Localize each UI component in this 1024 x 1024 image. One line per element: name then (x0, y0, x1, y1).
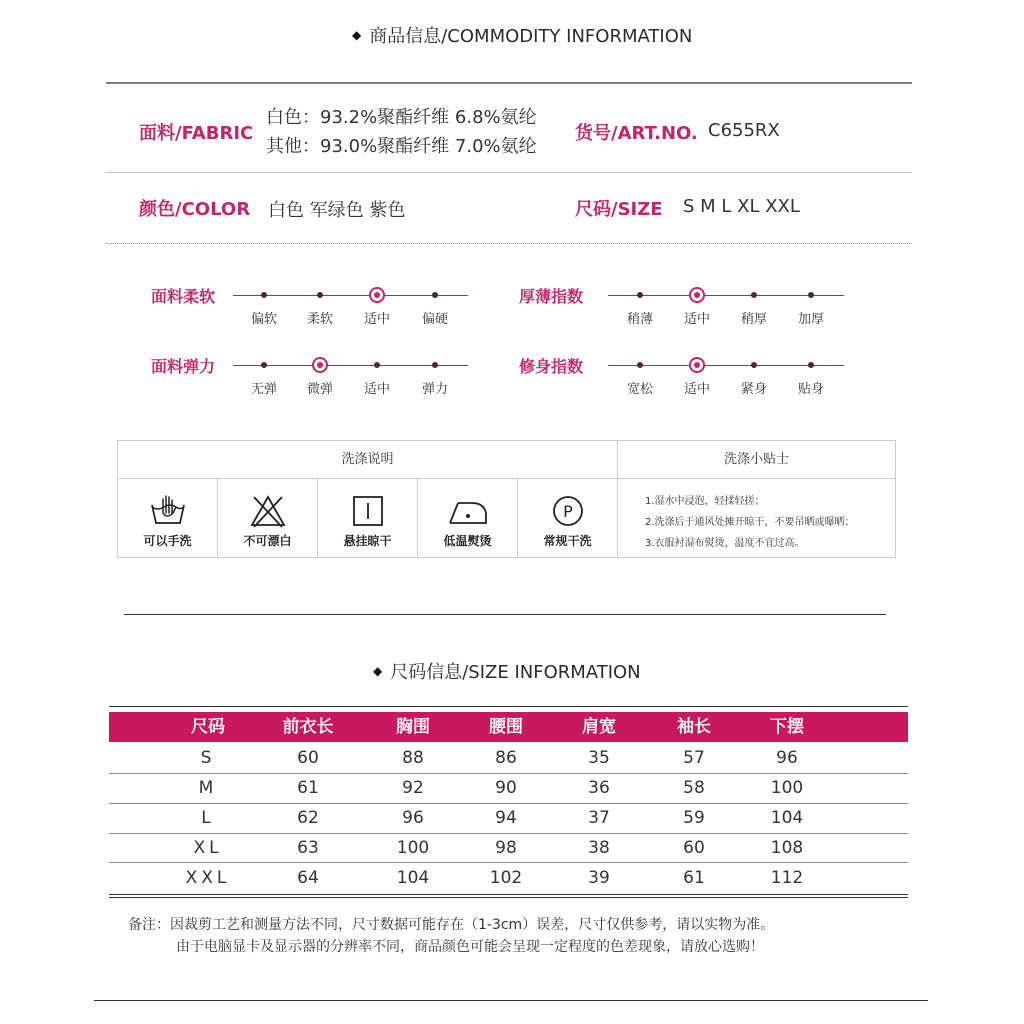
rating-option-label: 柔软 (306, 312, 333, 327)
footer-rule (94, 1000, 928, 1001)
table-header-cell: 腰围 (489, 717, 523, 737)
rating-dot (808, 362, 814, 368)
dry-clean-icon (548, 493, 588, 529)
table-cell: 92 (402, 778, 424, 798)
size-value: S M L XL XXL (683, 196, 800, 217)
table-row-divider (109, 862, 908, 863)
table-cell: 104 (770, 808, 804, 828)
table-size-cell: M (198, 778, 218, 798)
table-cell: 102 (489, 868, 523, 888)
section-separator (124, 614, 886, 615)
rating-title: 面料柔软 (151, 287, 216, 306)
table-row-divider (109, 833, 908, 834)
care-item-no-bleach (218, 479, 318, 557)
care-item-hang-dry (318, 479, 418, 557)
dotted-divider (106, 243, 912, 244)
table-cell: 104 (396, 868, 430, 888)
table-cell: 108 (770, 838, 804, 858)
table-size-cell: XL (193, 838, 223, 858)
rating-dot (261, 292, 267, 298)
rating-dot (374, 362, 380, 368)
rating-dot (751, 292, 757, 298)
table-cell: 37 (588, 808, 610, 828)
table-cell: 57 (683, 748, 705, 768)
color-label: 颜色/COLOR (139, 199, 251, 220)
note-line-2: 由于电脑显卡及显示器的分辨率不同，商品颜色可能会呈现一定程度的色差现象，请放心选购！ (176, 939, 764, 955)
wash-tips-header: 洗涤小贴士 (618, 441, 895, 479)
table-cell: 61 (297, 778, 319, 798)
commodity-section-title (352, 22, 692, 48)
commodity-title-text: 商品信息/COMMODITY INFORMATION (369, 26, 693, 47)
table-cell: 60 (683, 838, 705, 858)
table-cell: 63 (297, 838, 319, 858)
row-divider (106, 172, 912, 173)
rating-dot (317, 292, 323, 298)
rating-dot-selected (369, 287, 385, 303)
table-top-rule (109, 706, 908, 707)
rating-dot (432, 292, 438, 298)
rating-dot-selected (689, 287, 705, 303)
rating-option-label: 适中 (363, 382, 390, 397)
table-cell: 100 (396, 838, 430, 858)
art-no-value: C655RX (708, 120, 780, 141)
table-size-cell: S (200, 748, 216, 768)
size-title-text: 尺码信息/SIZE INFORMATION (390, 662, 641, 683)
table-cell: 61 (683, 868, 705, 888)
table-cell: 94 (495, 808, 517, 828)
diamond-bullet-icon: ◆ (352, 28, 362, 42)
table-cell: 35 (588, 748, 610, 768)
table-row-divider (109, 803, 908, 804)
rating-title: 厚薄指数 (519, 287, 584, 306)
table-cell: 36 (588, 778, 610, 798)
rating-option-label: 适中 (683, 382, 710, 397)
table-bottom-rule (109, 894, 908, 895)
table-cell: 39 (588, 868, 610, 888)
wash-instructions-header: 洗涤说明 (118, 441, 618, 479)
hang-dry-icon (348, 493, 388, 529)
header-divider (106, 82, 912, 84)
rating-title: 修身指数 (519, 357, 584, 376)
wash-tip-2: 2.洗涤后于通风处摊开晾干，不要吊晒或曝晒； (645, 517, 855, 528)
care-label: 不可漂白 (243, 534, 292, 548)
table-size-cell: L (201, 808, 215, 828)
table-header-cell: 尺码 (191, 717, 225, 737)
color-value: 白色 军绿色 紫色 (268, 200, 406, 221)
rating-option-label: 稍厚 (740, 312, 767, 327)
table-cell: 88 (402, 748, 424, 768)
rating-dot-selected (312, 357, 328, 373)
table-header-cell: 前衣长 (282, 717, 334, 737)
rating-option-label: 稍薄 (626, 312, 653, 327)
hand-wash-icon (148, 493, 188, 529)
rating-dot (808, 292, 814, 298)
care-label: 低温熨烫 (443, 534, 492, 548)
rating-option-label: 贴身 (797, 382, 824, 397)
table-size-cell: XXL (185, 868, 231, 888)
table-cell: 96 (402, 808, 424, 828)
table-cell: 98 (495, 838, 517, 858)
care-item-dry-clean (518, 479, 618, 557)
table-header-cell: 胸围 (396, 717, 430, 737)
rating-title: 面料弹力 (151, 357, 216, 376)
rating-option-label: 适中 (683, 312, 710, 327)
fabric-line-other: 其他：93.0%聚酯纤维 7.0%氨纶 (266, 136, 537, 157)
table-cell: 38 (588, 838, 610, 858)
wash-tip-3: 3.衣服衬湿布熨烫，温度不宜过高。 (645, 538, 805, 549)
rating-dot-selected (689, 357, 705, 373)
rating-option-label: 适中 (363, 312, 390, 327)
wash-tip-1: 1.湿水中浸泡，轻揉轻搓； (645, 496, 765, 507)
rating-dot (751, 362, 757, 368)
table-cell: 90 (495, 778, 517, 798)
no-bleach-icon (248, 493, 288, 529)
rating-dot (261, 362, 267, 368)
table-cell: 58 (683, 778, 705, 798)
rating-option-label: 偏软 (250, 312, 277, 327)
table-header-cell: 肩宽 (582, 717, 616, 737)
rating-option-label: 弹力 (421, 382, 448, 397)
fabric-line-white: 白色：93.2%聚酯纤维 6.8%氨纶 (266, 107, 537, 128)
rating-option-label: 紧身 (740, 382, 767, 397)
table-cell: 64 (297, 868, 319, 888)
rating-option-label: 偏硬 (421, 312, 448, 327)
care-label: 可以手洗 (143, 534, 192, 548)
table-cell: 100 (770, 778, 804, 798)
rating-option-label: 宽松 (626, 382, 653, 397)
table-cell: 112 (770, 868, 804, 888)
art-no-label: 货号/ART.NO. (575, 123, 698, 144)
care-item-hand-wash (118, 479, 218, 557)
rating-option-label: 无弹 (250, 382, 277, 397)
diamond-bullet-icon: ◆ (373, 664, 383, 678)
care-item-low-iron (418, 479, 518, 557)
rating-option-label: 加厚 (797, 312, 824, 327)
low-iron-icon (446, 493, 490, 529)
table-cell: 59 (683, 808, 705, 828)
table-cell: 60 (297, 748, 319, 768)
care-label: 悬挂晾干 (343, 534, 392, 548)
size-label: 尺码/SIZE (575, 199, 663, 220)
note-line-1: 备注：因裁剪工艺和测量方法不同，尺寸数据可能存在（1-3cm）误差，尺寸仅供参考，请以实物为准。 (128, 917, 775, 933)
size-section-title (373, 658, 641, 684)
rating-dot (637, 292, 643, 298)
care-label: 常规干洗 (543, 534, 592, 548)
rating-dot (432, 362, 438, 368)
rating-dot (637, 362, 643, 368)
table-row-divider (109, 773, 908, 774)
table-header-cell: 袖长 (677, 717, 711, 737)
table-cell: 86 (495, 748, 517, 768)
table-cell: 62 (297, 808, 319, 828)
dry-clean-symbol: P (562, 502, 573, 521)
fabric-label: 面料/FABRIC (139, 123, 254, 144)
table-cell: 96 (776, 748, 798, 768)
table-header-cell: 下摆 (770, 717, 804, 737)
rating-option-label: 微弹 (306, 382, 333, 397)
table-bottom-rule (109, 897, 908, 898)
